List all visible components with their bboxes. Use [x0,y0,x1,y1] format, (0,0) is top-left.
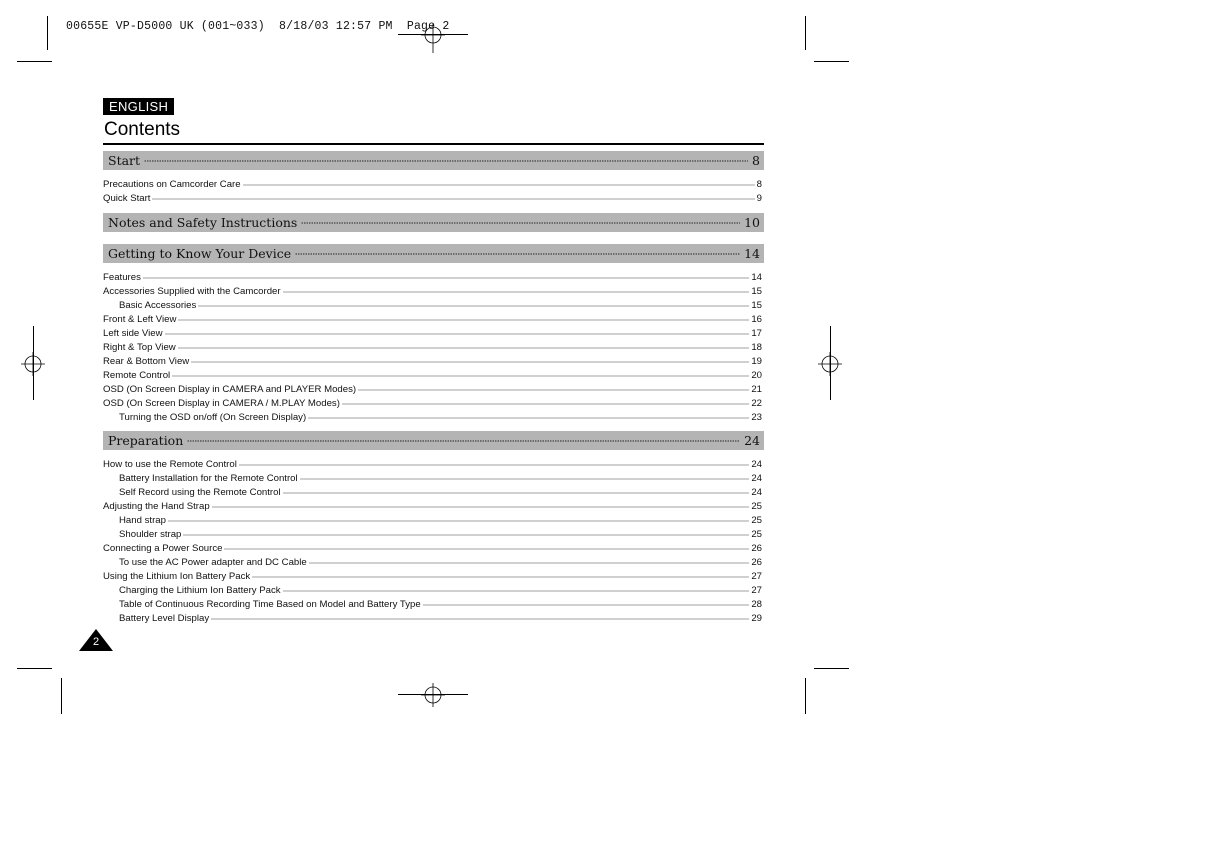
section-title: Start [108,153,141,168]
toc-entry[interactable] [103,341,764,355]
entry-page-number: 27 [751,571,762,582]
registration-mark-icon [421,683,445,707]
dot-leader [300,476,750,482]
entry-page-number: 19 [751,356,762,367]
entry-title: Battery Installation for the Remote Control [119,473,298,484]
toc-subentry[interactable] [103,598,764,612]
entry-page-number: 16 [751,314,762,325]
section-page-number: 10 [744,215,760,230]
dot-leader [187,437,740,445]
section-title: Preparation [108,433,184,448]
toc-entry[interactable] [103,458,764,472]
entry-title: To use the AC Power adapter and DC Cable [119,557,307,568]
dot-leader [295,250,740,258]
entry-title: Self Record using the Remote Control [119,487,281,498]
entry-page-number: 20 [751,370,762,381]
page-title: Contents [104,119,181,140]
toc-entry[interactable] [103,500,764,514]
toc-entry[interactable] [103,397,764,411]
toc-entry[interactable] [103,271,764,285]
dot-leader [224,546,749,552]
dot-leader [239,462,749,468]
entry-page-number: 9 [756,193,762,204]
toc-entry-list [103,458,764,626]
entry-title: Adjusting the Hand Strap [103,501,210,512]
dot-leader [198,303,749,309]
entry-page-number: 25 [751,501,762,512]
page-number: 2 [92,636,100,648]
entry-page-number: 24 [751,473,762,484]
entry-page-number: 23 [751,412,762,423]
dot-leader [144,157,748,165]
dot-leader [168,518,749,524]
dot-leader [252,574,749,580]
toc-subentry[interactable] [103,556,764,570]
entry-title: How to use the Remote Control [103,459,237,470]
entry-page-number: 26 [751,557,762,568]
entry-title: Right & Top View [103,342,176,353]
crop-mark [814,668,849,669]
entry-title: Remote Control [103,370,171,381]
toc-entry[interactable] [103,355,764,369]
section-page-number: 24 [744,433,760,448]
dot-leader [183,532,749,538]
toc-subentry[interactable] [103,411,764,425]
entry-title: Rear & Bottom View [103,356,190,367]
dot-leader [212,504,750,510]
crop-mark [805,678,806,714]
dot-leader [152,196,754,202]
section-page-number: 8 [752,153,760,168]
crop-mark [814,61,849,62]
toc-subentry[interactable] [103,514,764,528]
print-slug: 00655E VP-D5000 UK (001~033) 8/18/03 12:57 PM Page 2 [66,20,450,33]
toc-section-header[interactable] [103,213,764,232]
toc-subentry[interactable] [103,299,764,313]
registration-mark-icon [421,23,445,53]
entry-title: Table of Continuous Recording Time Based on Model and Battery Type [119,599,421,610]
entry-title: Shoulder strap [119,529,182,540]
entry-title: Using the Lithium Ion Battery Pack [103,571,251,582]
entry-title: Accessories Supplied with the Camcorder [103,286,281,297]
entry-page-number: 17 [751,328,762,339]
dot-leader [309,560,750,566]
entry-title: OSD (On Screen Display in CAMERA and PLAYER Modes) [103,384,357,395]
crop-mark [33,326,34,400]
crop-mark [830,326,831,400]
section-title: Getting to Know Your Device [108,246,292,261]
dot-leader [191,359,749,365]
toc-entry[interactable] [103,383,764,397]
dot-leader [165,331,750,337]
crop-mark [805,16,806,50]
entry-title: Turning the OSD on/off (On Screen Display) [119,412,307,423]
toc-entry[interactable] [103,313,764,327]
toc-entry[interactable] [103,570,764,584]
toc-subentry[interactable] [103,528,764,542]
table-of-contents [103,151,764,632]
toc-entry-list [103,178,764,206]
entry-title: Basic Accessories [119,300,197,311]
toc-subentry[interactable] [103,612,764,626]
dot-leader [308,415,749,421]
title-rule [103,143,764,145]
entry-title: OSD (On Screen Display in CAMERA / M.PLAY Modes) [103,398,340,409]
dot-leader [283,588,750,594]
dot-leader [301,219,740,227]
dot-leader [178,317,749,323]
entry-title: Connecting a Power Source [103,543,223,554]
entry-title: Front & Left View [103,314,177,325]
dot-leader [283,490,750,496]
toc-section-header[interactable] [103,244,764,263]
section-title: Notes and Safety Instructions [108,215,298,230]
toc-entry[interactable] [103,178,764,192]
section-page-number: 14 [744,246,760,261]
entry-page-number: 28 [751,599,762,610]
crop-mark [47,16,48,50]
entry-page-number: 24 [751,459,762,470]
toc-entry[interactable] [103,542,764,556]
entry-page-number: 29 [751,613,762,624]
language-badge: ENGLISH [103,98,174,115]
toc-entry[interactable] [103,285,764,299]
dot-leader [423,602,750,608]
crop-mark [398,694,468,695]
toc-subentry[interactable] [103,472,764,486]
crop-mark [17,61,52,62]
toc-entry[interactable] [103,192,764,206]
entry-page-number: 26 [751,543,762,554]
entry-title: Left side View [103,328,163,339]
toc-subentry[interactable] [103,584,764,598]
entry-page-number: 15 [751,286,762,297]
entry-page-number: 21 [751,384,762,395]
entry-page-number: 25 [751,529,762,540]
dot-leader [172,373,749,379]
toc-subentry[interactable] [103,486,764,500]
dot-leader [243,182,755,188]
dot-leader [358,387,749,393]
dot-leader [283,289,750,295]
dot-leader [211,616,749,622]
crop-mark [398,34,468,35]
dot-leader [143,275,749,281]
entry-page-number: 27 [751,585,762,596]
entry-page-number: 15 [751,300,762,311]
entry-page-number: 14 [751,272,762,283]
toc-entry-list [103,271,764,425]
crop-mark [61,678,62,714]
crop-mark [17,668,52,669]
entry-page-number: 22 [751,398,762,409]
entry-title: Quick Start [103,193,151,204]
toc-entry[interactable] [103,327,764,341]
entry-page-number: 25 [751,515,762,526]
toc-section-header[interactable] [103,151,764,170]
entry-title: Features [103,272,141,283]
page-number-tab [79,629,113,651]
toc-entry[interactable] [103,369,764,383]
entry-title: Battery Level Display [119,613,210,624]
dot-leader [178,345,750,351]
entry-page-number: 8 [756,179,762,190]
entry-title: Charging the Lithium Ion Battery Pack [119,585,281,596]
entry-title: Hand strap [119,515,166,526]
toc-section-header[interactable] [103,431,764,450]
entry-title: Precautions on Camcorder Care [103,179,241,190]
dot-leader [342,401,749,407]
entry-page-number: 18 [751,342,762,353]
entry-page-number: 24 [751,487,762,498]
